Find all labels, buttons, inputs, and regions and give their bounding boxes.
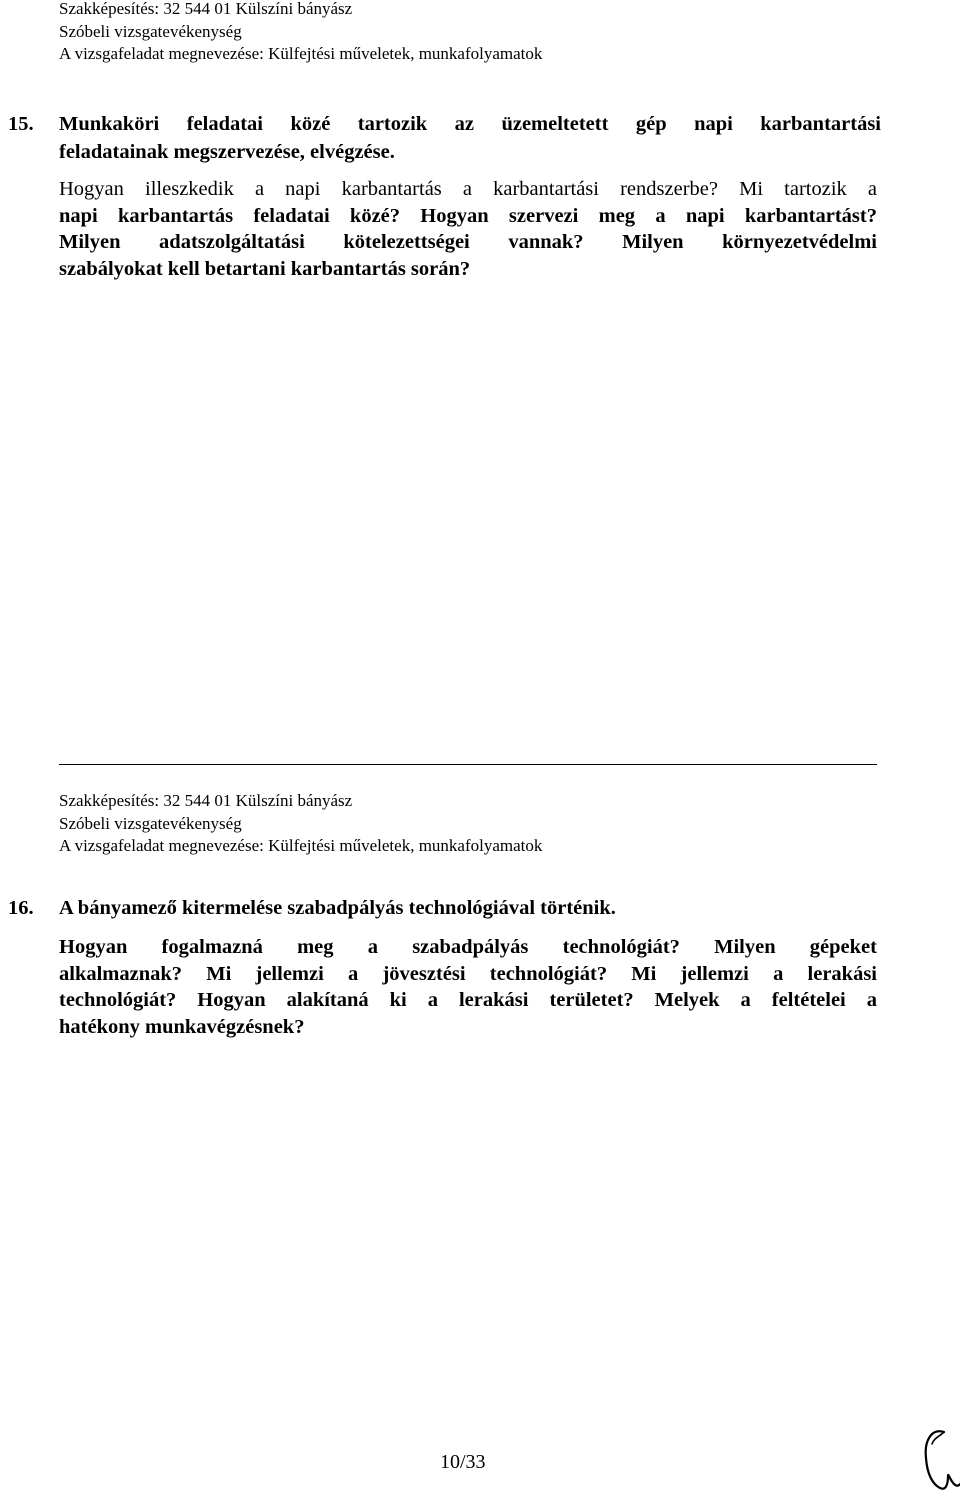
question-16-body-line-3: technológiát? Hogyan alakítaná ki a lerakási területet? Melyek a feltételei a: [59, 989, 877, 1011]
header-qualification-repeat: Szakképesítés: 32 544 01 Külszíni bányász: [59, 791, 353, 810]
page-header-repeat: [59, 790, 542, 858]
question-15-title-line-1: Munkaköri feladatai közé tartozik az üzemeltetett gép napi karbantartási: [59, 113, 881, 135]
header-exam-activity-repeat: Szóbeli vizsgatevékenység: [59, 813, 242, 833]
question-15-body-line-2: napi karbantartás feladatai közé? Hogyan szervezi meg a napi karbantartást?: [59, 204, 877, 227]
question-15-body-line-3: Milyen adatszolgáltatási kötelezettségei vannak? Milyen környezetvédelmi: [59, 231, 877, 253]
question-16-title-text: A bányamező kitermelése szabadpályás technológiával történik.: [59, 897, 616, 919]
question-16-body-line-4: hatékony munkavégzésnek?: [59, 1015, 305, 1038]
question-15-body-line-4: szabályokat kell betartani karbantartás során?: [59, 257, 471, 280]
question-15-body: [59, 176, 877, 282]
question-15-title-line-2: feladatainak megszervezése, elvégzése.: [59, 141, 395, 163]
question-16-body-line-2: alkalmaznak? Mi jellemzi a jövesztési technológiát? Mi jellemzi a lerakási: [59, 962, 877, 985]
question-15-number: 15.: [8, 113, 34, 135]
page-header-top: [59, 0, 542, 66]
question-16-body: [59, 934, 877, 1040]
question-16-body-line-1: Hogyan fogalmazná meg a szabadpályás technológiát? Milyen gépeket: [59, 936, 877, 958]
page-number: 10/33: [440, 1451, 486, 1473]
handwritten-signature-icon: [918, 1418, 960, 1503]
question-15-body-line-1: Hogyan illeszkedik a napi karbantartás a karbantartási rendszerbe? Mi tartozik a: [59, 178, 877, 200]
section-divider: [59, 764, 877, 765]
header-task-name-repeat: A vizsgafeladat megnevezése: Külfejtési műveletek, munkafolyamatok: [59, 836, 543, 855]
question-16-number: 16.: [8, 897, 34, 919]
header-exam-activity: Szóbeli vizsgatevékenység: [59, 21, 242, 41]
header-task-name: A vizsgafeladat megnevezése: Külfejtési műveletek, munkafolyamatok: [59, 44, 543, 63]
header-qualification: Szakképesítés: 32 544 01 Külszíni bányász: [59, 0, 353, 18]
